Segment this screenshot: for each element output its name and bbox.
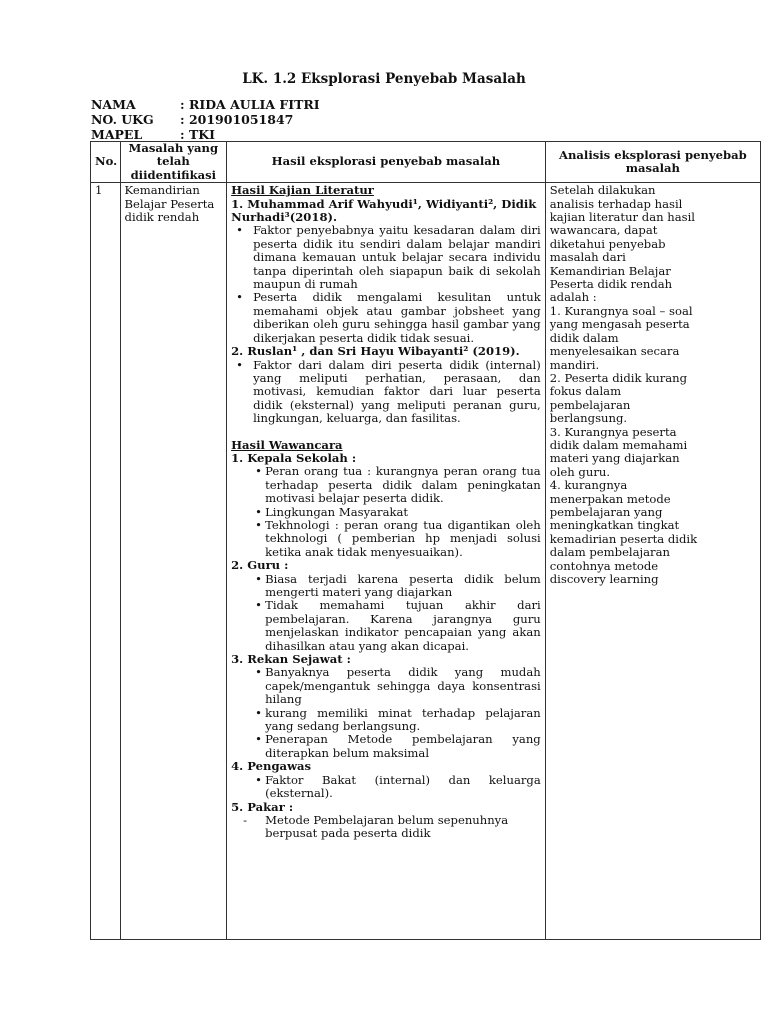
analysis-line: meningkatkan tingkat — [549, 518, 680, 533]
wawancara-heading: Hasil Wawancara — [231, 437, 343, 452]
document-title: LK. 1.2 Eksplorasi Penyebab Masalah — [242, 71, 526, 87]
analysis-line: didik dalam memahami — [549, 437, 688, 452]
list-item: • Peran orang tua : kurangnya peran orang tua terhadap peserta didik dalam peningkatan motivasi belajar peserta didik. — [231, 465, 541, 505]
interviewee-pengawas: 4. Pengawas — [231, 759, 312, 774]
analysis-line: analisis terhadap hasil — [549, 196, 683, 211]
reference-1-points — [231, 224, 541, 345]
rekan-points — [231, 666, 541, 760]
analysis-line: kajian literatur dan hasil — [549, 210, 696, 225]
pakar-points — [231, 814, 541, 841]
table-header-row — [91, 142, 761, 183]
header-hasil: Hasil eksplorasi penyebab masalah — [227, 142, 546, 183]
analysis-line: berlangsung. — [549, 411, 628, 426]
analysis-line: 2. Peserta didik kurang — [549, 370, 688, 385]
guru-points — [231, 573, 541, 653]
interviewee-rekan-sejawat: 3. Rekan Sejawat : — [231, 652, 351, 667]
analysis-line: menyelesaikan secara — [549, 344, 680, 359]
analysis-line: pembelajaran — [549, 397, 631, 412]
cell-hasil — [227, 183, 546, 940]
list-item: • Tidak memahami tujuan akhir dari pembelajaran. Karena jarangnya guru menjelaskan indikator pencapaian yang akan dihasilkan atau yang akan dicapai. — [231, 599, 541, 653]
list-item: • Peserta didik mengalami kesulitan untuk memahami objek atau gambar jobsheet yang diberikan oleh guru sehingga hasil gambar yang dikerjakan peserta didik tidak sesuai. — [231, 291, 541, 345]
kajian-heading: Hasil Kajian Literatur — [231, 183, 374, 198]
analysis-line: Setelah dilakukan — [549, 183, 656, 198]
analysis-line: 3. Kurangnya peserta — [549, 424, 677, 439]
exploration-table — [90, 141, 761, 940]
meta-value: : 201901051847 — [180, 112, 294, 127]
analysis-line: 1. Kurangnya soal – soal — [549, 303, 693, 318]
list-item: • Tekhnologi : peran orang tua digantikan oleh tekhnologi ( pemberian hp menjadi solusi ketika anak tidak menyesuaikan). — [231, 519, 541, 559]
list-item: • Banyaknya peserta didik yang mudah capek/mengantuk sehingga daya konsentrasi hilang — [231, 666, 541, 706]
analysis-line: masalah dari — [549, 250, 626, 265]
meta-key: NAMA — [91, 97, 136, 112]
interviewee-pakar: 5. Pakar : — [231, 799, 294, 814]
identity-block — [91, 97, 320, 142]
cell-no: 1 — [91, 183, 121, 940]
analysis-line: materi yang diajarkan — [549, 451, 680, 466]
analysis-line: yang mengasah peserta — [549, 317, 690, 332]
meta-key: NO. UKG — [91, 112, 154, 127]
kepsek-points — [231, 465, 541, 559]
meta-row-ukg — [91, 112, 320, 127]
list-item: • Lingkungan Masyarakat — [231, 506, 541, 519]
list-item: • Faktor penyebabnya yaitu kesadaran dalam diri peserta didik itu sendiri dalam belajar mandiri dimana kemauan untuk belajar secara individu tanpa diperintah oleh siapapun baik di sekolah maupun di rumah — [231, 224, 541, 291]
meta-row-nama — [91, 97, 320, 112]
list-item: • Penerapan Metode pembelajaran yang diterapkan belum maksimal — [231, 733, 541, 760]
reference-1: 1. Muhammad Arif Wahyudi¹, Widiyanti², Didik Nurhadi³(2018). — [231, 196, 537, 225]
analysis-line: kemadirian peserta didik — [549, 531, 698, 546]
analysis-line: mandiri. — [549, 357, 600, 372]
header-analisis: Analisis eksplorasi penyebab masalah — [545, 142, 760, 183]
list-item: - Metode Pembelajaran belum sepenuhnya berpusat pada peserta didik — [231, 814, 541, 841]
analysis-line: discovery learning — [549, 572, 659, 586]
list-item: • Faktor dari dalam diri peserta didik (internal) yang meliputi perhatian, perasaan, dan motivasi, kemudian faktor dari luar peserta didik (eksternal) yang meliputi peranan guru, lingkungan, keluarga, dan fasilitas. — [231, 359, 541, 426]
meta-key: MAPEL — [91, 127, 143, 142]
meta-row-mapel — [91, 127, 320, 142]
interviewee-guru: 2. Guru : — [231, 558, 289, 573]
analysis-line: menerpakan metode — [549, 491, 671, 506]
list-item: • Faktor Bakat (internal) dan keluarga (eksternal). — [231, 774, 541, 801]
analysis-line: contohnya metode — [549, 558, 659, 573]
analysis-line: dalam pembelajaran — [549, 545, 670, 560]
analysis-line: wawancara, dapat — [549, 223, 658, 238]
analysis-line: fokus dalam — [549, 384, 622, 399]
analysis-line: pembelajaran yang — [549, 504, 663, 519]
header-no: No. — [91, 142, 121, 183]
analysis-line: didik dalam — [549, 330, 619, 345]
cell-analisis — [545, 183, 760, 940]
analysis-line: oleh guru. — [549, 464, 611, 479]
table-row — [91, 183, 761, 940]
meta-value: : RIDA AULIA FITRI — [180, 97, 320, 112]
interviewee-kepala-sekolah: 1. Kepala Sekolah : — [231, 450, 357, 465]
reference-2-points — [231, 359, 541, 426]
analysis-line: Kemandirian Belajar — [549, 263, 671, 278]
analysis-line: 4. kurangnya — [549, 478, 628, 493]
analysis-line: adalah : — [549, 290, 597, 305]
meta-value: : TKI — [180, 127, 215, 142]
pengawas-points — [231, 774, 541, 801]
reference-2: 2. Ruslan¹ , dan Sri Hayu Wibayanti² (2019). — [231, 344, 520, 359]
header-masalah: Masalah yang telah diidentifikasi — [120, 142, 227, 183]
analysis-line: Peserta didik rendah — [549, 277, 673, 292]
list-item: • kurang memiliki minat terhadap pelajaran yang sedang berlangsung. — [231, 707, 541, 734]
analysis-line: diketahui penyebab — [549, 236, 666, 251]
cell-masalah: Kemandirian Belajar Peserta didik rendah — [120, 183, 227, 940]
list-item: • Biasa terjadi karena peserta didik belum mengerti materi yang diajarkan — [231, 573, 541, 600]
